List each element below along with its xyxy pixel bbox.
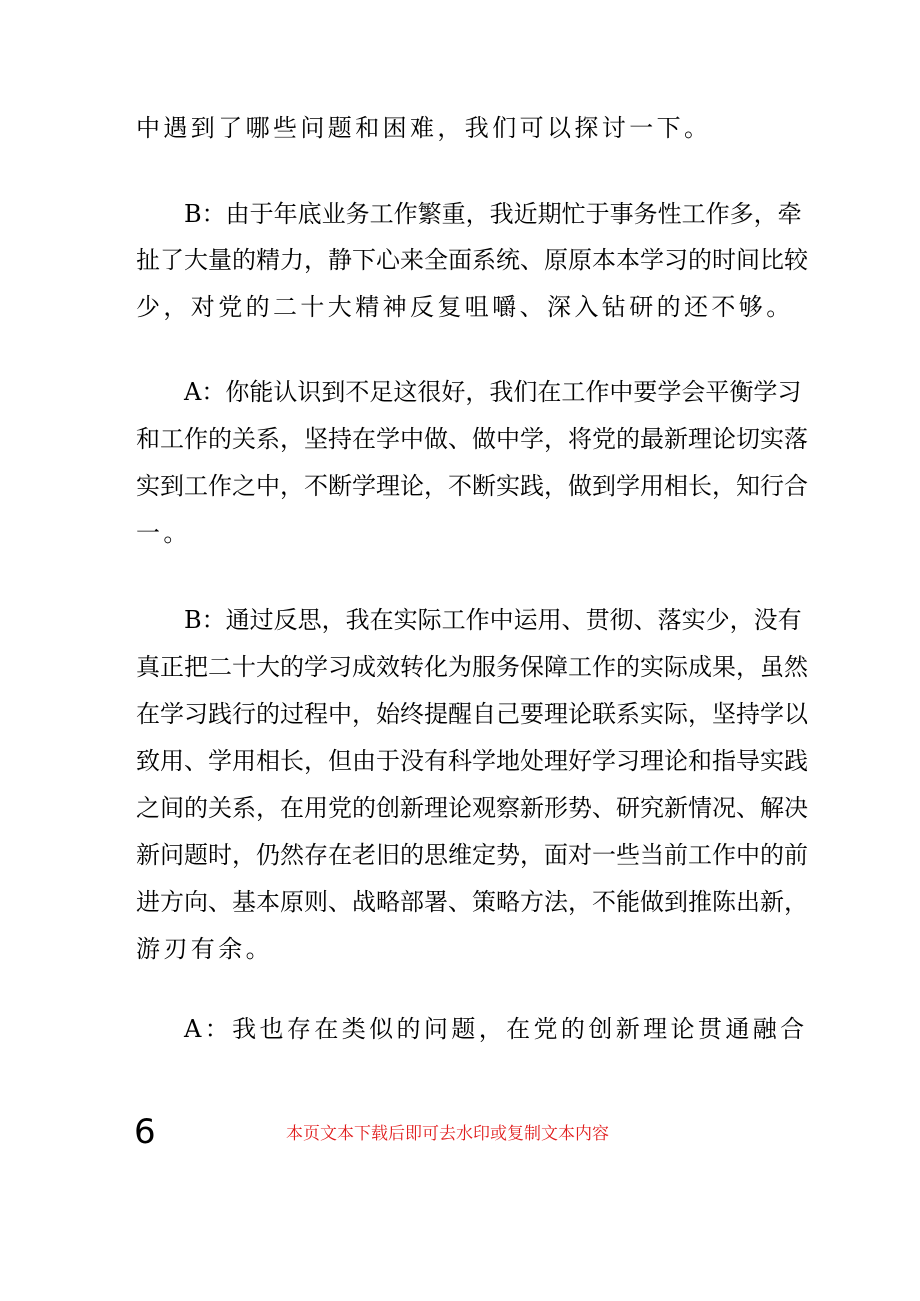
paragraph-line: 新问题时，仍然存在老旧的思维定势，面对一些当前工作中的前: [136, 841, 808, 869]
paragraph-line: 游刃有余。: [136, 935, 273, 963]
paragraph-line: 少，对党的二十大精神反复咀嚼、深入钻研的还不够。: [136, 293, 794, 321]
paragraph-line: 和工作的关系，坚持在学中做、做中学，将党的最新理论切实落: [136, 425, 808, 453]
paragraph-line: 扯了大量的精力，静下心来全面系统、原原本本学习的时间比较: [136, 246, 808, 274]
paragraph-line: 之间的关系，在用党的创新理论观察新形势、研究新情况、解决: [136, 794, 808, 822]
paragraph-line: 进方向、基本原则、战略部署、策略方法，不能做到推陈出新，: [136, 888, 808, 916]
paragraph-line: 致用、学用相长，但由于没有科学地处理好学习理论和指导实践: [136, 747, 808, 775]
paragraph-line: 中遇到了哪些问题和困难，我们可以探讨一下。: [136, 114, 712, 142]
download-notice: 本页文本下载后即可去水印或复制文本内容: [286, 1124, 609, 1144]
page-number: 6: [134, 1112, 156, 1152]
paragraph-line: A：你能认识到不足这很好，我们在工作中要学会平衡学习: [184, 378, 802, 406]
paragraph-line: 在学习践行的过程中，始终提醒自己要理论联系实际，坚持学以: [136, 700, 808, 728]
paragraph-line: B：由于年底业务工作繁重，我近期忙于事务性工作多，牵: [184, 200, 802, 228]
paragraph-line: 实到工作之中，不断学理论，不断实践，做到学用相长，知行合: [136, 472, 808, 500]
paragraph-line: A：我也存在类似的问题，在党的创新理论贯通融合: [184, 1015, 808, 1043]
paragraph-line: 一。: [136, 519, 191, 547]
paragraph-line: B：通过反思，我在实际工作中运用、贯彻、落实少，没有: [184, 606, 802, 634]
paragraph-line: 真正把二十大的学习成效转化为服务保障工作的实际成果，虽然: [136, 653, 808, 681]
